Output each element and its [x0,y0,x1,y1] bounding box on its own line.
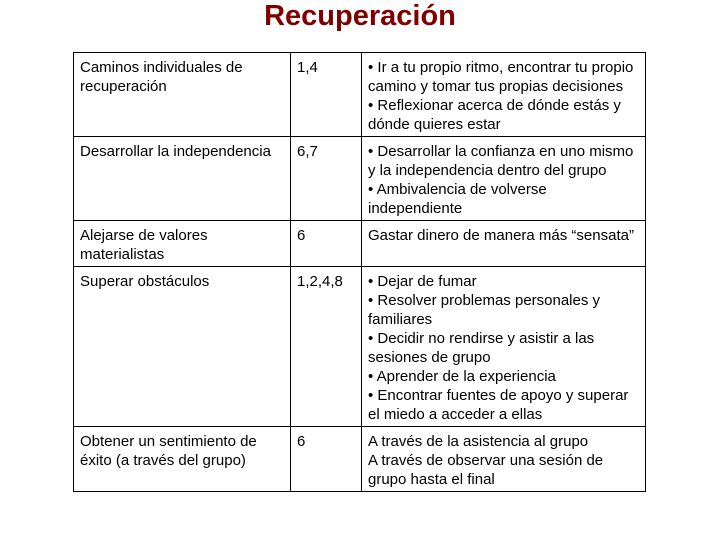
table-row [74,53,646,137]
sessions-cell: 6 [291,221,362,267]
table-row [74,137,646,221]
path-cell: Desarrollar la independencia [74,137,291,221]
description-line: • Resolver problemas personales y familiares [368,292,601,328]
description-line: • Aprender de la experiencia [368,368,556,385]
table-row [74,427,646,492]
sessions-cell: 6,7 [291,137,362,221]
path-cell: Caminos individuales de recuperación [74,53,291,137]
path-cell: Superar obstáculos [74,267,291,427]
sessions-cell: 6 [291,427,362,492]
description-line: • Encontrar fuentes de apoyo y superar el miedo a acceder a ellas [368,387,629,423]
description-line: A través de observar una sesión de grupo hasta el final [368,452,604,488]
path-cell: Obtener un sentimiento de éxito (a través del grupo) [74,427,291,492]
description-line: • Ir a tu propio ritmo, encontrar tu propio camino y tomar tus propias decisiones [368,59,634,95]
description-cell [362,221,646,267]
description-cell [362,53,646,137]
description-cell [362,427,646,492]
description-line: • Decidir no rendirse y asistir a las sesiones de grupo [368,330,595,366]
description-line: • Dejar de fumar [368,273,477,290]
description-line: • Ambivalencia de volverse independiente [368,181,547,217]
table-row [74,221,646,267]
description-line: A través de la asistencia al grupo [368,433,589,450]
sessions-cell: 1,4 [291,53,362,137]
description-line: Gastar dinero de manera más “sensata” [368,227,634,244]
description-cell [362,267,646,427]
description-line: • Reflexionar acerca de dónde estás y dónde quieres estar [368,97,621,133]
recovery-table [73,52,646,492]
description-cell [362,137,646,221]
page-title: Recuperación [264,0,456,32]
path-cell: Alejarse de valores materialistas [74,221,291,267]
description-line: • Desarrollar la confianza en uno mismo y la independencia dentro del grupo [368,143,634,179]
sessions-cell: 1,2,4,8 [291,267,362,427]
table-row [74,267,646,427]
